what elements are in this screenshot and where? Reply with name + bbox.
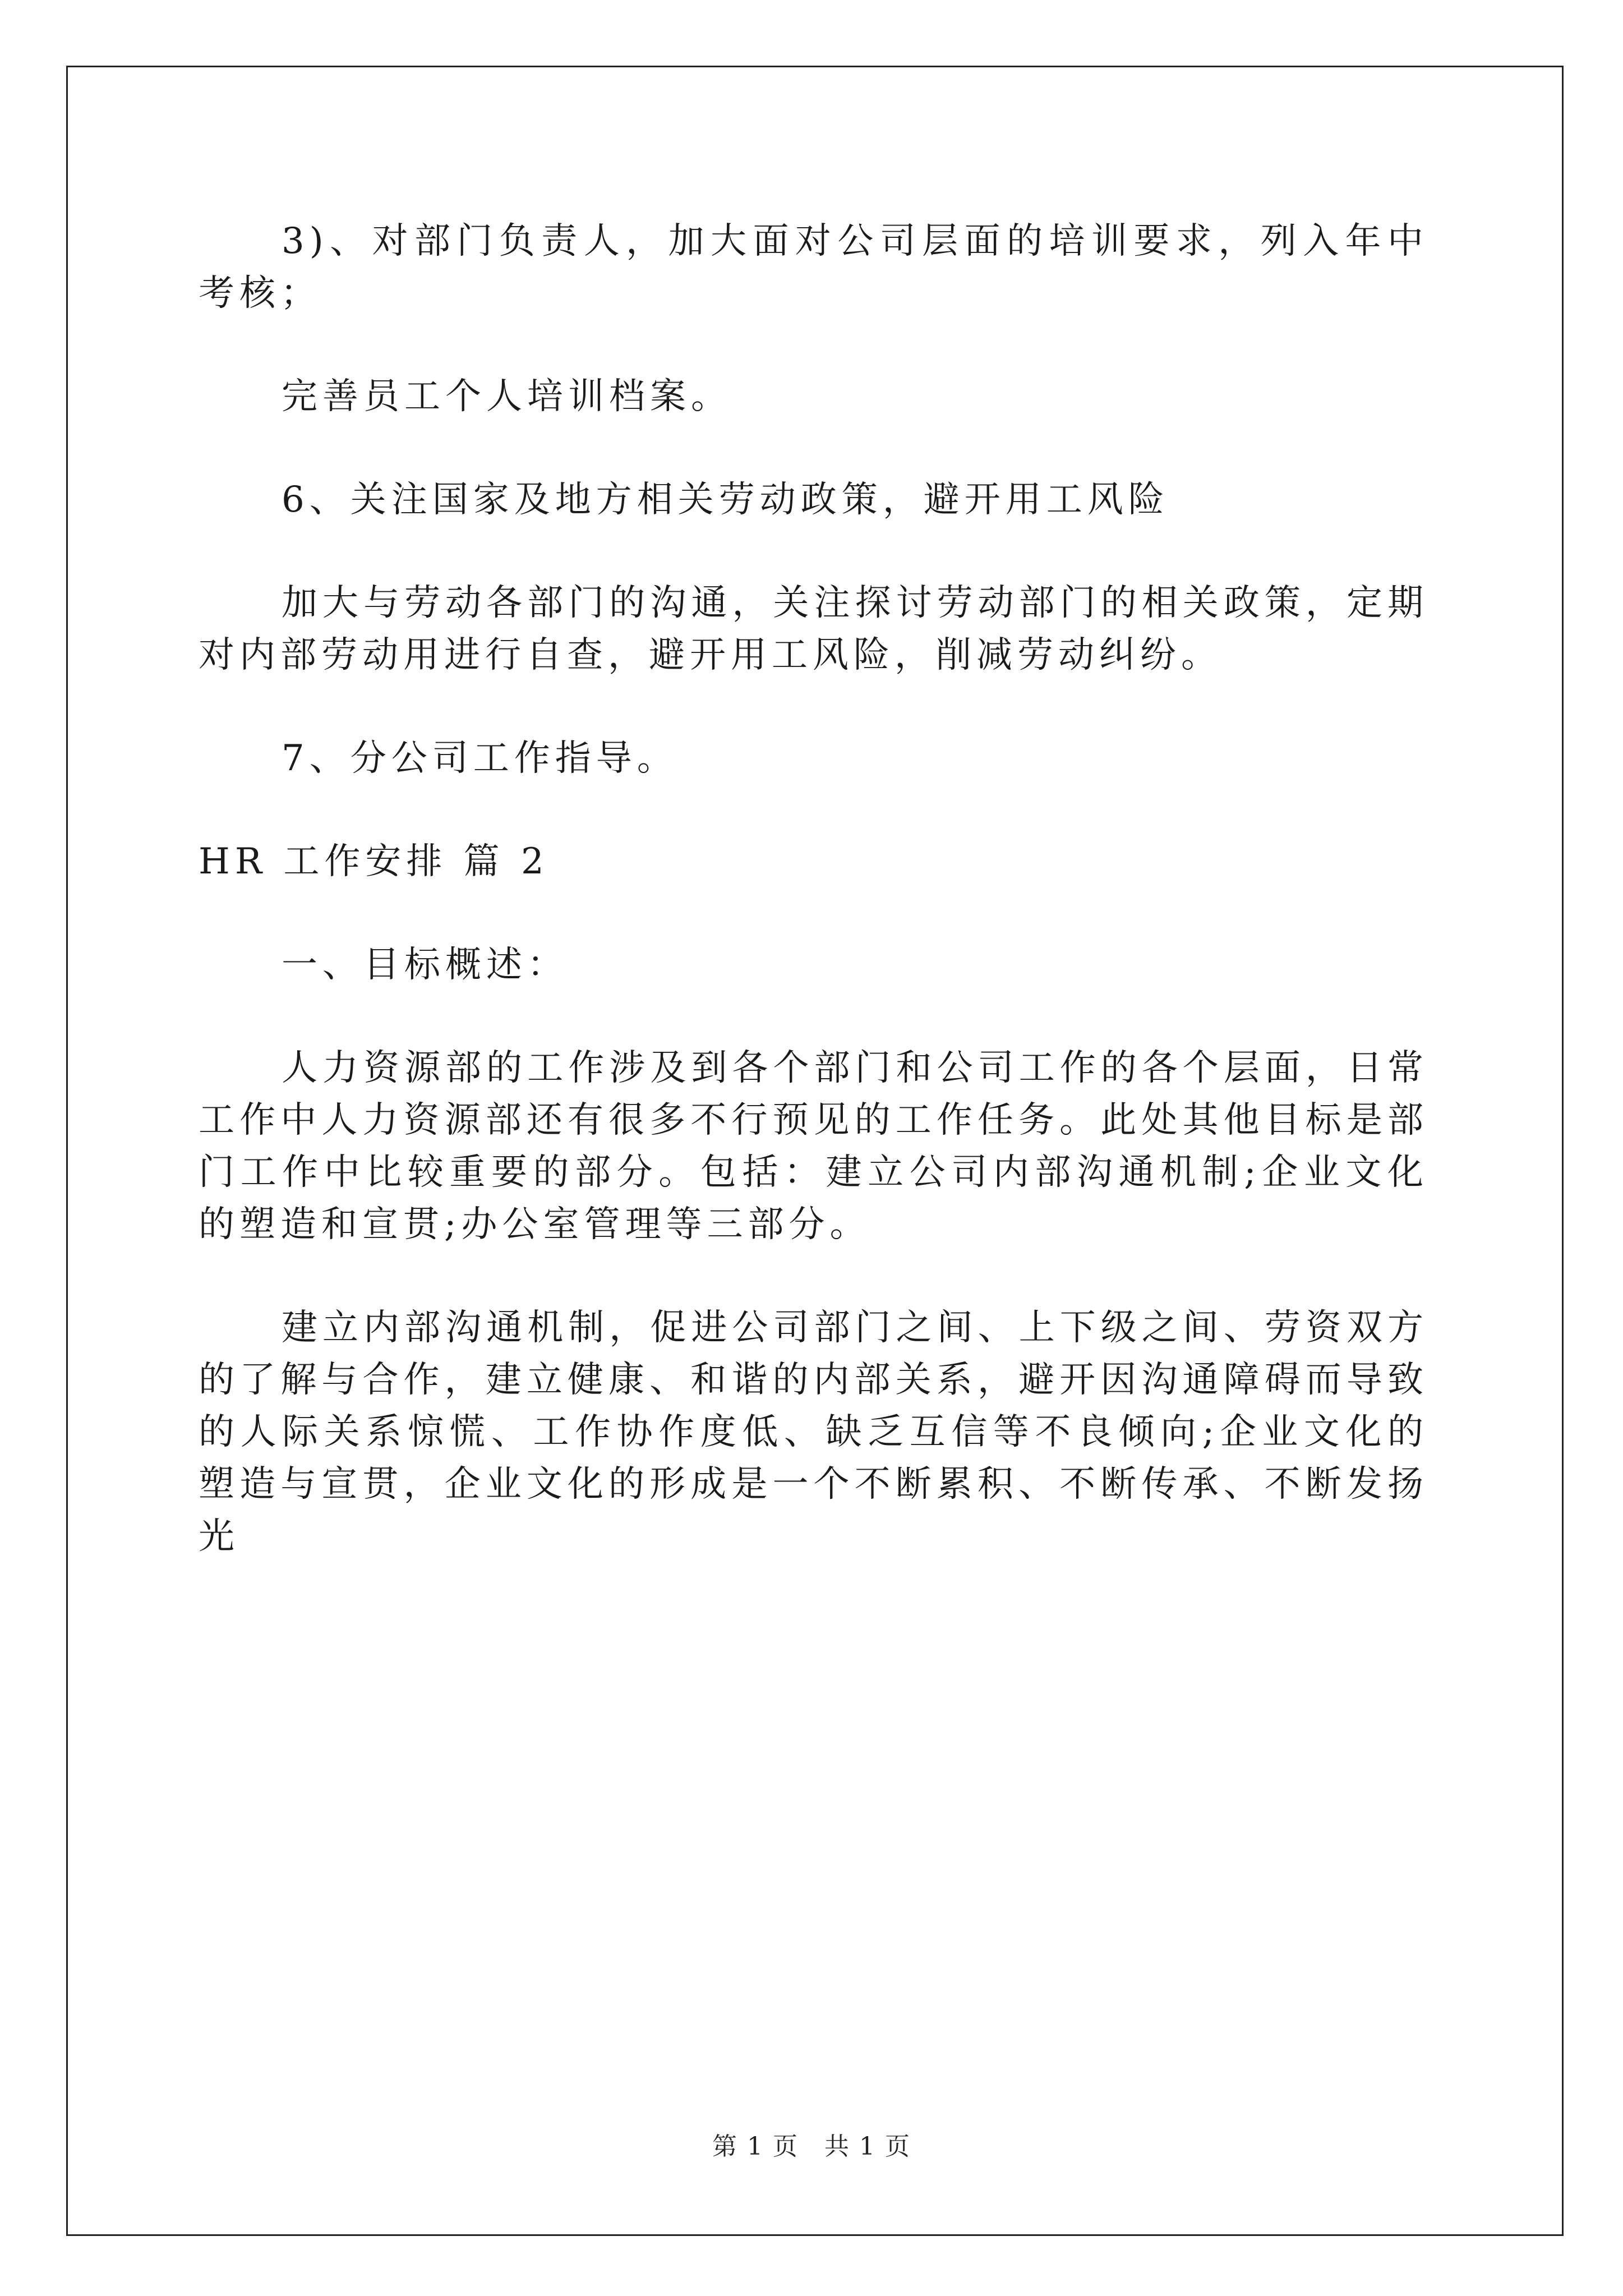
- paragraph-communication-mechanism: 建立内部沟通机制，促进公司部门之间、上下级之间、劳资双方的了解与合作，建立健康、和谐的内部关系，避开因沟通障碍而导致的人际关系惊慌、工作协作度低、缺乏互信等不良倾向;企业文化的塑造与宣贯，企业文化的形成是一个不断累积、不断传承、不断发扬光: [199, 1307, 1428, 1557]
- section-heading-hr-plan-2: HR 工作安排 篇 2: [199, 841, 549, 882]
- paragraph-labor-communication: 加大与劳动各部门的沟通，关注探讨劳动部门的相关政策，定期对内部劳动用进行自查，避开用工风险，削减劳动纠纷。: [199, 582, 1428, 676]
- document-body: [199, 215, 1428, 1614]
- paragraph-labor-policy-heading: 6、关注国家及地方相关劳动政策，避开用工风险: [282, 479, 1169, 521]
- paragraph-training-archive: 完善员工个人培训档案。: [282, 376, 732, 417]
- paragraph-training-requirement: 3)、对部门负责人，加大面对公司层面的培训要求，列入年中考核；: [199, 220, 1428, 314]
- paragraph-goal-overview-heading: 一、目标概述：: [282, 944, 568, 986]
- paragraph-hr-scope: 人力资源部的工作涉及到各个部门和公司工作的各个层面，日常工作中人力资源部还有很多不行预见的工作任务。此处其他目标是部门工作中比较重要的部分。包括：建立公司内部沟通机制;企业文化的塑造和宣贯;办公室管理等三部分。: [199, 1047, 1428, 1245]
- paragraph-branch-guidance: 7、分公司工作指导。: [282, 738, 678, 779]
- page-number-footer: 第 1 页 共 1 页: [712, 2132, 911, 2161]
